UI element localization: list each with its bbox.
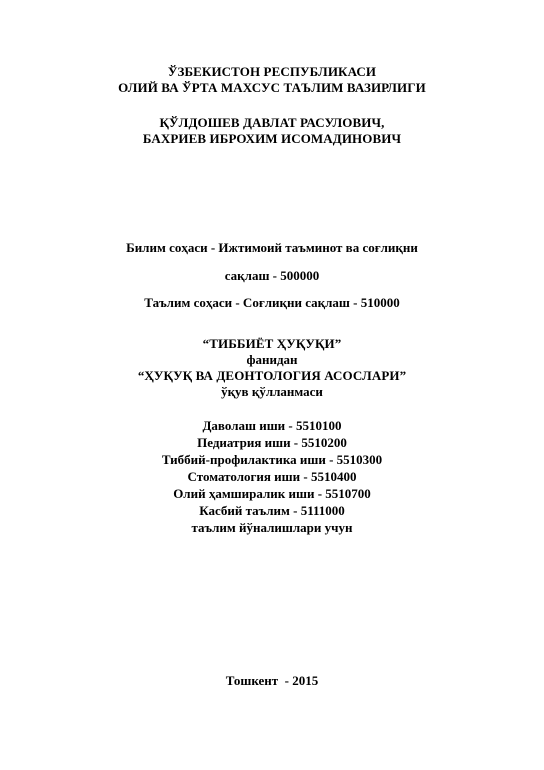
knowledge-area-line-1: Билим соҳаси - Ижтимоий таъминот ва соғлиқни: [126, 240, 418, 255]
author-name-2: БАХРИЕВ ИБРОХИМ ИСОМАДИНОВИЧ: [142, 131, 402, 146]
book-title: “ҲУҚУҚ ВА ДЕОНТОЛОГИЯ АСОСЛАРИ”: [137, 368, 407, 383]
author-name-1: ҚЎЛДОШЕВ ДАВЛАТ РАСУЛОВИЧ,: [159, 115, 385, 130]
subject-title: “ТИББИЁТ ҲУҚУҚИ”: [202, 336, 342, 351]
place-year: Тошкент - 2015: [225, 673, 319, 688]
direction-item: Педиатрия иши - 5510200: [197, 435, 347, 450]
direction-item: Касбий таълим - 5111000: [199, 503, 345, 518]
ministry-heading: ОЛИЙ ВА ЎРТА МАХСУС ТАЪЛИМ ВАЗИРЛИГИ: [118, 80, 426, 95]
education-area: Таълим соҳаси - Соғлиқни сақлаш - 510000: [144, 295, 400, 310]
direction-item: Тиббий-профилактика иши - 5510300: [161, 452, 383, 467]
republic-heading: ЎЗБЕКИСТОН РЕСПУБЛИКАСИ: [167, 64, 377, 79]
book-type: ўқув қўлланмаси: [221, 384, 323, 399]
direction-item: Олий ҳамширалик иши - 5510700: [173, 486, 371, 501]
knowledge-area-line-2: сақлаш - 500000: [224, 268, 320, 283]
directions-caption: таълим йўналишлари учун: [191, 520, 353, 535]
direction-item: Стоматология иши - 5510400: [187, 469, 357, 484]
from-subject-label: фанидан: [246, 352, 298, 367]
direction-item: Даволаш иши - 5510100: [202, 418, 342, 433]
